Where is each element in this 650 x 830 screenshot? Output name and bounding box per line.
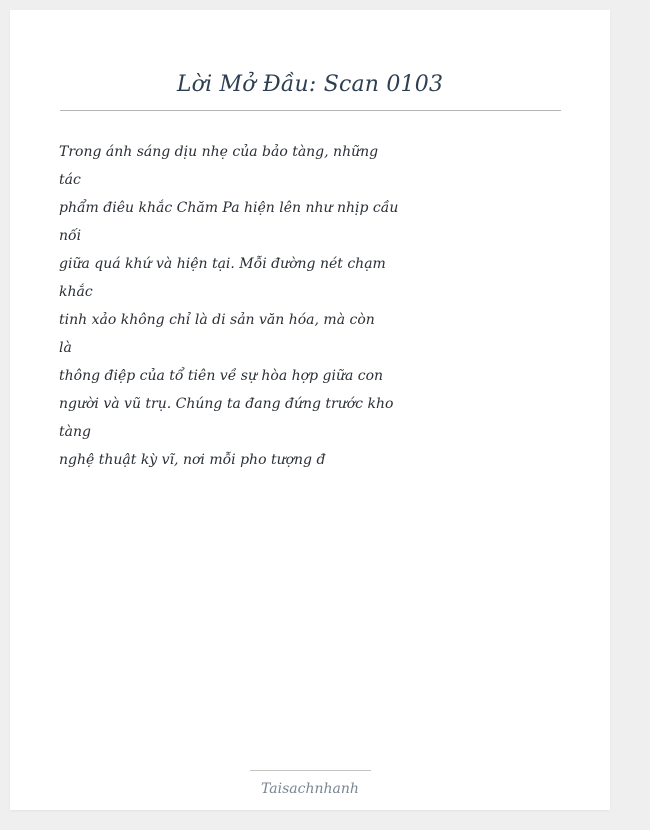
body-line: giữa quá khứ và hiện tại. Mỗi đường nét chạm (59, 256, 386, 272)
body-line: Trong ánh sáng dịu nhẹ của bảo tàng, những (59, 144, 379, 160)
page-title: Lời Mở Đầu: Scan 0103 (176, 72, 444, 97)
body-line: nối (59, 228, 82, 244)
body-line: tàng (59, 424, 91, 440)
body-line: tác (59, 172, 81, 188)
title-divider (60, 110, 561, 111)
footer-divider (250, 770, 371, 771)
document-page (10, 10, 610, 810)
body-paragraph (59, 138, 399, 474)
body-line: nghệ thuật kỳ vĩ, nơi mỗi pho tượng đ (59, 452, 326, 468)
footer-brand: Taisachnhanh (261, 781, 359, 797)
body-line: tinh xảo không chỉ là di sản văn hóa, mà còn (59, 312, 375, 328)
body-line: người và vũ trụ. Chúng ta đang đứng trước kho (59, 396, 394, 412)
body-line: phẩm điêu khắc Chăm Pa hiện lên như nhịp cầu (59, 200, 399, 216)
body-line: khắc (59, 284, 93, 300)
body-line: là (59, 340, 72, 356)
body-line: thông điệp của tổ tiên về sự hòa hợp giữa con (59, 368, 384, 384)
